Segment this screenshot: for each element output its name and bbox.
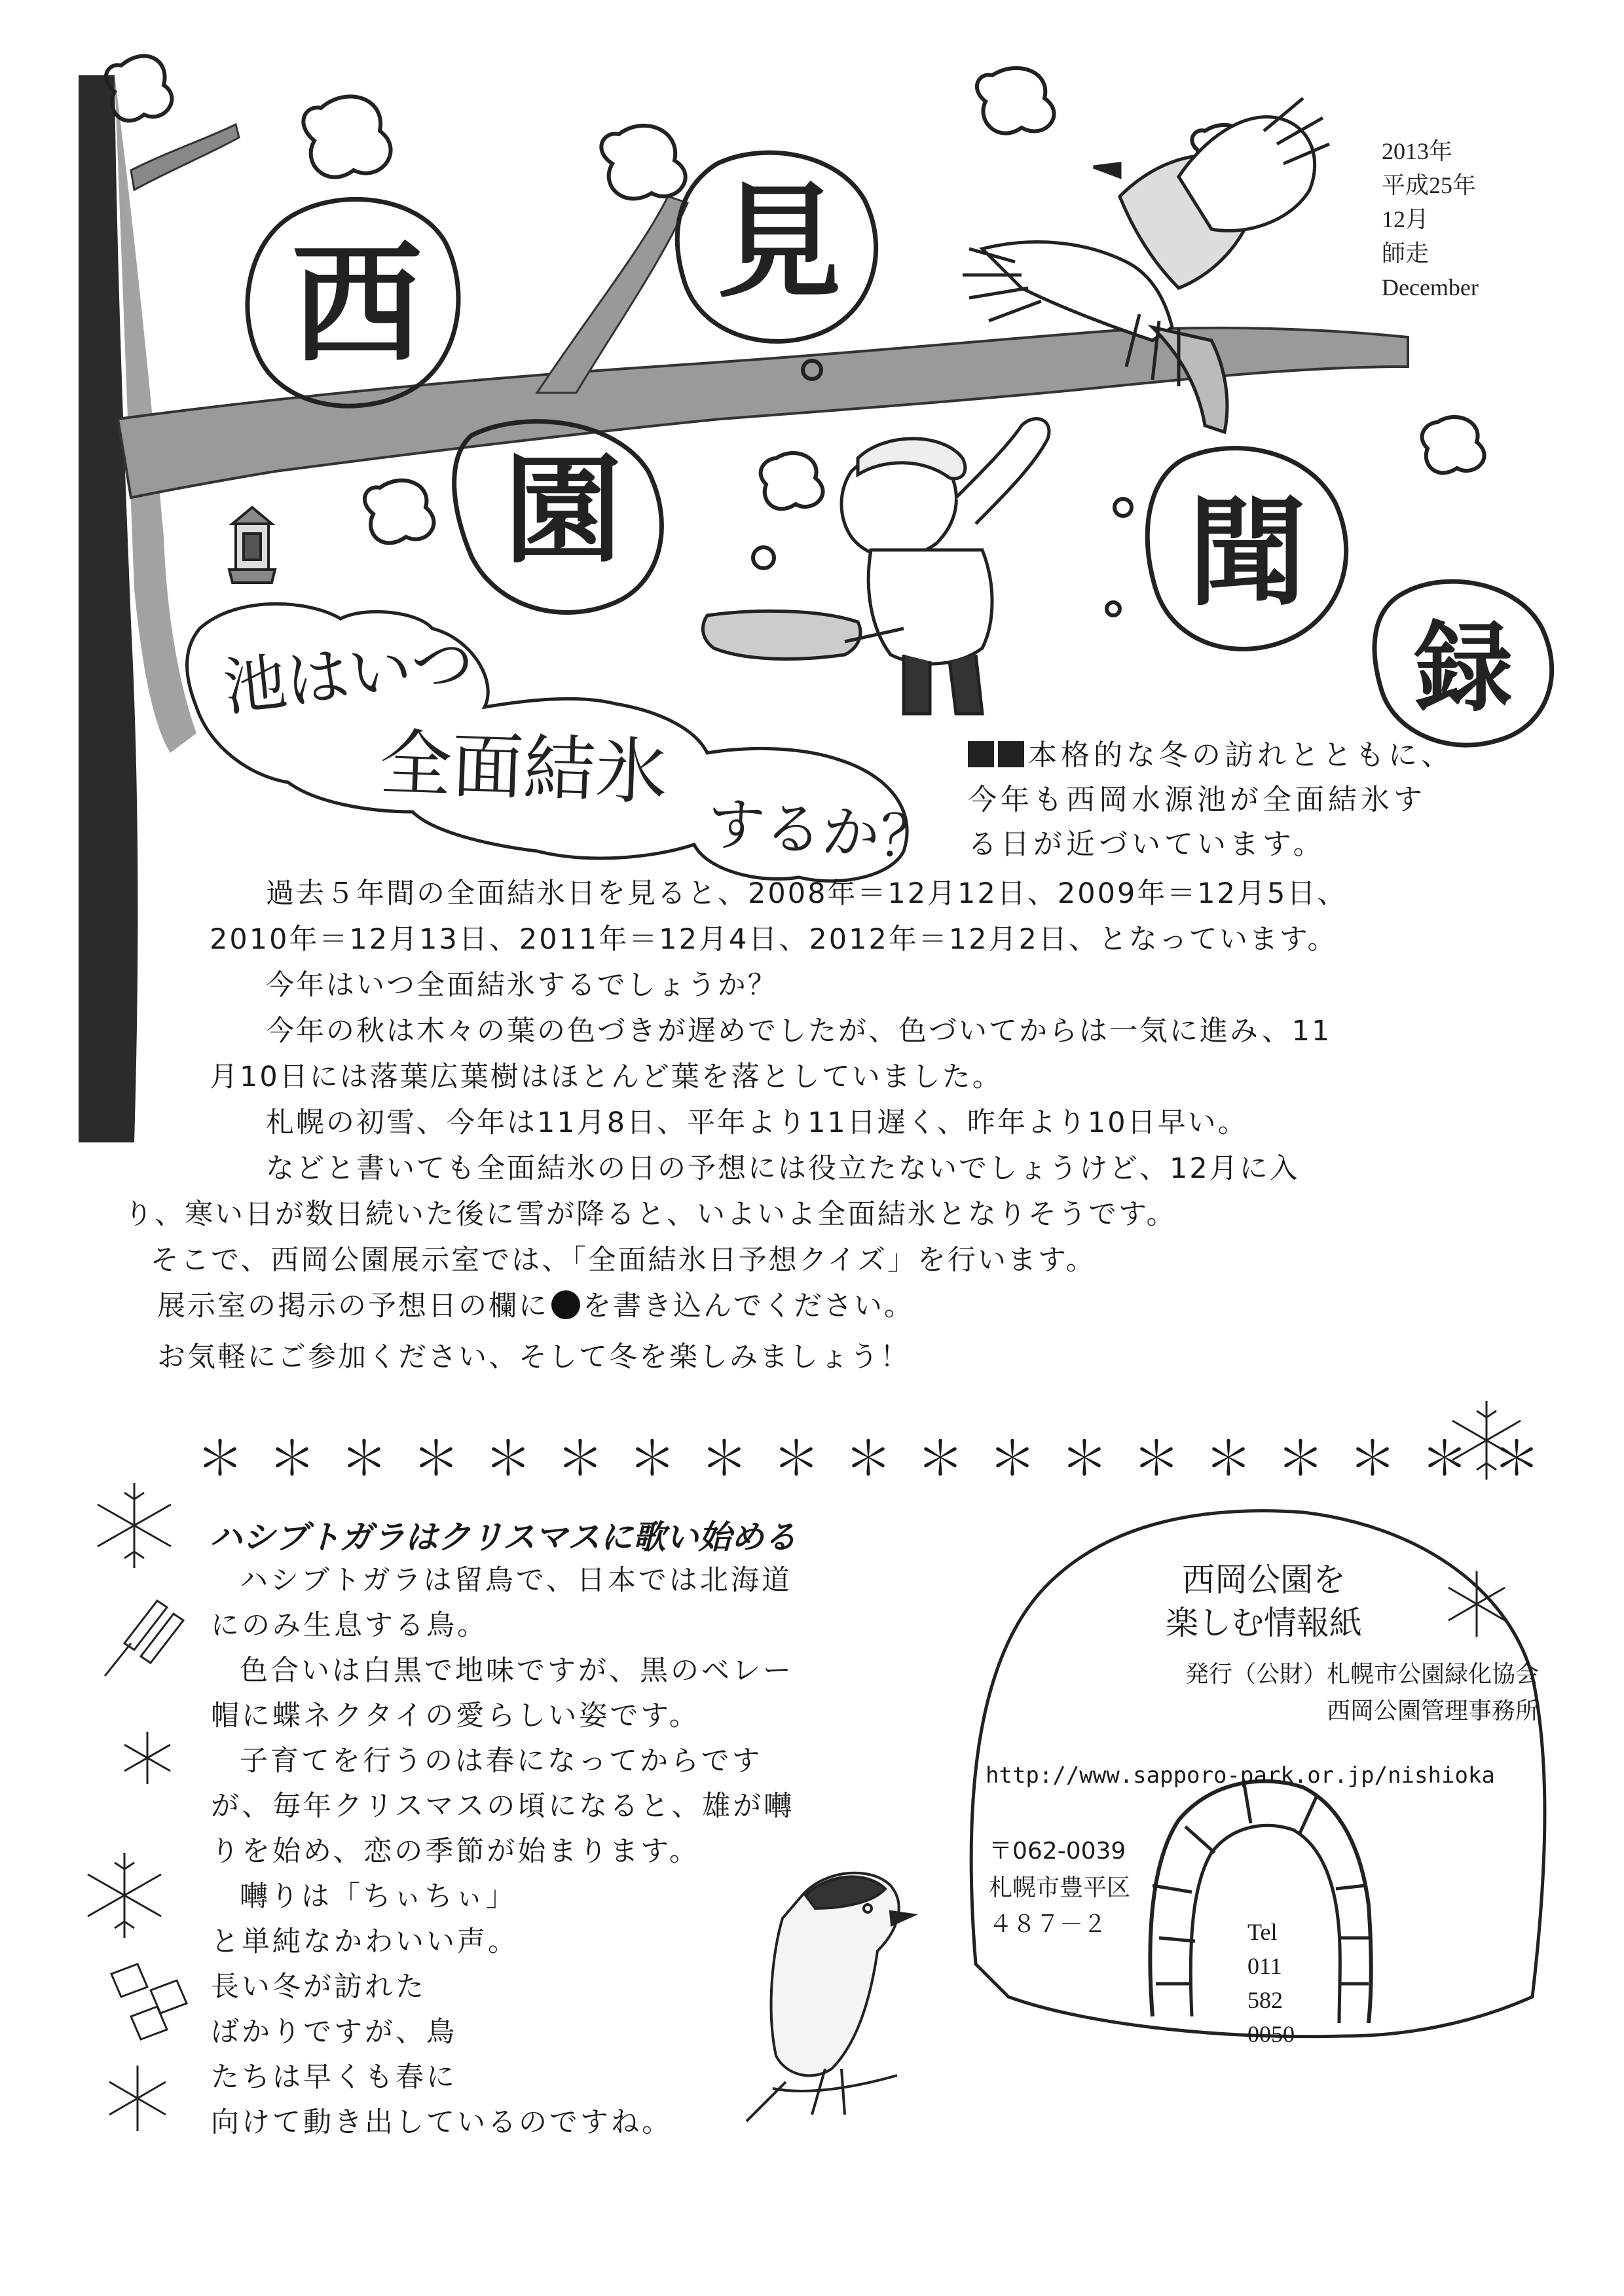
banner-line-1: 池はいつ xyxy=(219,625,478,725)
main-line-11: お気軽にご参加ください、そして冬を楽しみましょう！ xyxy=(157,1341,910,1374)
bird-section-title: ハシブトガラはクリスマスに歌い始める xyxy=(210,1518,797,1556)
main-article xyxy=(124,871,1348,1380)
bird-line-1: ハシブトガラは留鳥で、日本では北海道 xyxy=(240,1564,792,1597)
bird-line-7: りを始め、恋の季節が始まります。 xyxy=(211,1835,700,1868)
info-title-line-1: 西岡公園を xyxy=(1182,1561,1346,1599)
website-link[interactable]: http://www.sapporo-park.or.jp/nishioka xyxy=(986,1762,1495,1789)
intro-line-1: 本格的な冬の訪れとともに、 xyxy=(1028,738,1454,772)
title-char-2: 見 xyxy=(716,169,841,315)
lantern-illustration xyxy=(229,507,275,583)
tel-part-1: 011 xyxy=(1247,1953,1282,1979)
info-title xyxy=(1080,1558,1447,1645)
postal-code: 〒062-0039 xyxy=(989,1838,1126,1865)
tel-part-2: 582 xyxy=(1247,1987,1283,2013)
intro-line-3: る日が近づいています。 xyxy=(968,828,1326,861)
bird-line-13: 向けて動き出しているのですね。 xyxy=(211,2106,673,2139)
publisher-line-1: 発行（公財）札幌市公園緑化協会 xyxy=(1185,1661,1539,1688)
tel-label: Tel xyxy=(1247,1919,1278,1945)
title-char-4: 聞 xyxy=(1188,484,1306,622)
bird-line-2: にのみ生息する鳥。 xyxy=(211,1609,488,1642)
bird-line-11: ばかりですが、鳥 xyxy=(211,2016,457,2049)
date-year-western: 2013年 xyxy=(1382,138,1453,164)
address xyxy=(989,1833,1130,1943)
black-dot-marker xyxy=(551,1290,580,1319)
address-line-2: ４８７－２ xyxy=(989,1911,1107,1938)
bird-line-4: 帽に蝶ネクタイの愛らしい姿です。 xyxy=(211,1700,700,1732)
main-line-6: 札幌の初雪、今年は11月8日、平年より11日遅く、昨年より10日早い。 xyxy=(266,1106,1248,1139)
date-month-name-japanese: 師走 xyxy=(1382,240,1430,266)
bird-line-5: 子育てを行うのは春になってからです xyxy=(240,1745,763,1777)
tel-part-3: 0050 xyxy=(1247,2021,1295,2047)
telephone xyxy=(1247,1915,1295,2051)
date-month-name-english: December xyxy=(1382,274,1479,301)
bullet-square xyxy=(998,741,1024,767)
marker-text-after: を書き込んでください。 xyxy=(583,1290,914,1322)
main-line-7: などと書いても全面結氷の日の予想には役立たないでしょうけど、12月に入 xyxy=(266,1152,1300,1185)
title-char-3: 園 xyxy=(504,441,622,579)
bird-line-3: 色合いは白黒で地味ですが、黒のベレー xyxy=(240,1654,794,1687)
publisher xyxy=(1028,1656,1539,1730)
bird-line-6: が、毎年クリスマスの頃になると、雄が囀 xyxy=(211,1790,795,1823)
main-line-5: 月10日には落葉広葉樹はほとんど葉を落としていました。 xyxy=(210,1061,1003,1093)
date-year-japanese: 平成25年 xyxy=(1382,172,1477,198)
address-line-1: 札幌市豊平区 xyxy=(989,1874,1131,1901)
issue-date xyxy=(1382,134,1479,304)
bird-line-8: 囀りは「ちぃちぃ」 xyxy=(240,1880,517,1913)
bird-line-10: 長い冬が訪れた xyxy=(211,1971,426,2003)
main-line-4: 今年の秋は木々の葉の色づきが遅めでしたが、色づいてからは一気に進み、11 xyxy=(266,1015,1332,1048)
banner-line-3: するか？ xyxy=(705,789,940,873)
main-line-9: そこで、西岡公園展示室では、「全面結氷日予想クイズ」を行います。 xyxy=(151,1244,1096,1277)
bird-section-body xyxy=(211,1558,794,2145)
main-line-10 xyxy=(157,1283,1347,1329)
intro-line-2: 今年も西岡水源池が全面結氷す xyxy=(968,783,1426,816)
bird-line-12: たちは早くも春に xyxy=(211,2061,457,2094)
marker-text-before: 展示室の掲示の予想日の欄に xyxy=(157,1290,549,1322)
title-char-5: 録 xyxy=(1414,610,1513,725)
bird-line-9: と単純なかわいい声。 xyxy=(211,1925,519,1958)
main-line-3: 今年はいつ全面結氷するでしょうか？ xyxy=(266,969,778,1002)
title-char-1: 西 xyxy=(291,227,422,381)
info-title-line-2: 楽しむ情報紙 xyxy=(1166,1604,1362,1642)
bullet-square xyxy=(968,741,994,767)
main-line-8: り、寒い日が数日続いた後に雪が降ると、いよいよ全面結氷となりそうです。 xyxy=(124,1198,1177,1231)
star-divider: ＊＊＊＊＊＊＊＊＊＊＊＊＊＊＊＊＊＊＊ xyxy=(196,1431,1566,1486)
banner-line-2: 全面結氷 xyxy=(378,721,669,815)
date-month: 12月 xyxy=(1382,206,1430,232)
main-line-2: 2010年＝12月13日、2011年＝12月4日、2012年＝12月2日、となっています。 xyxy=(210,923,1338,956)
main-line-1: 過去５年間の全面結氷日を見ると、2008年＝12月12日、2009年＝12月5日、 xyxy=(266,877,1348,910)
publisher-line-2: 西岡公園管理事務所 xyxy=(1326,1698,1539,1724)
intro-paragraph xyxy=(968,733,1454,867)
